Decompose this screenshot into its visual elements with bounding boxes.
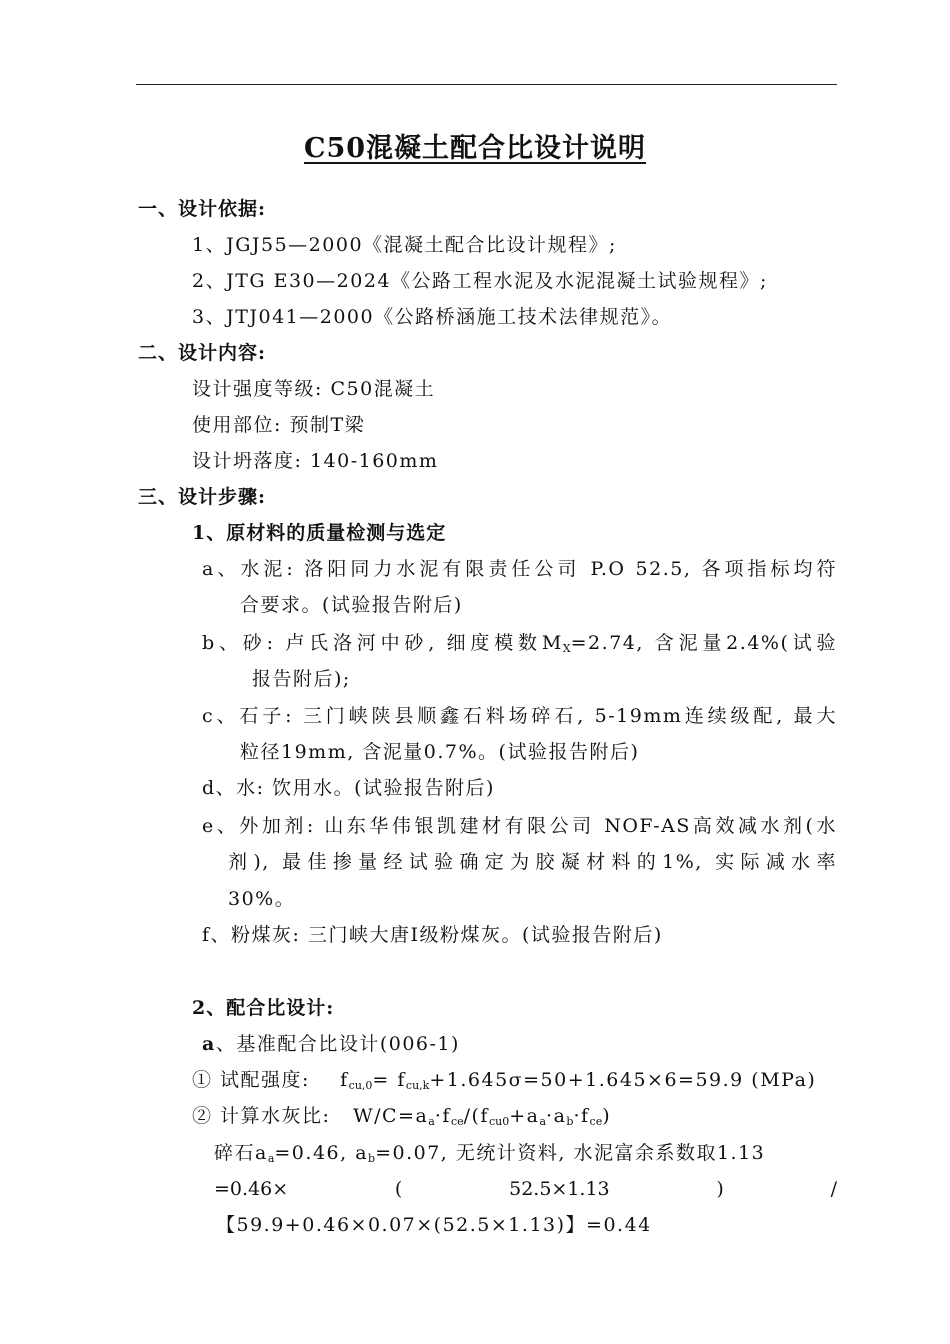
basis-item-2: 2、JTG E30—2024《公路工程水泥及水泥混凝土试验规程》; bbox=[192, 270, 768, 292]
formula-trial-strength: ① 试配强度: $f_{cu,0}= f_{cu,k}+1.645\sigma=50+1.645\times 6=59.9$ (MPa) bbox=[192, 1069, 817, 1092]
material-sand-line2: 报告附后); bbox=[252, 668, 351, 690]
content-item-strength: 设计强度等级: C50混凝土 bbox=[192, 378, 436, 400]
content-item-slump: 设计坍落度: 140-160mm bbox=[192, 450, 439, 472]
material-cement-line2: 合要求。(试验报告附后) bbox=[240, 594, 463, 616]
material-admixture-line3: 30%。 bbox=[228, 888, 296, 910]
subheading-mix-design: 2、配合比设计: bbox=[192, 997, 335, 1019]
formula-water-cement-ratio: ② 计算水灰比: $W/C=a_a\cdot f_{ce}/(f_{cu0}+a_a\cdot a_b\cdot f_{ce})$ bbox=[192, 1105, 612, 1128]
formula-coefficients: 碎石$a_a=0.46$, $a_b=0.07$, 无统计资料, 水泥富余系数取1.13 bbox=[214, 1142, 766, 1165]
basis-item-1: 1、JGJ55—2000《混凝土配合比设计规程》; bbox=[192, 234, 617, 256]
subheading-materials: 1、原材料的质量检测与选定 bbox=[192, 522, 447, 544]
material-water: d、水: 饮用水。(试验报告附后) bbox=[202, 777, 495, 799]
material-admixture-line1: e、外加剂: 山东华伟银凯建材有限公司 NOF-AS高效减水剂(水 bbox=[202, 815, 837, 837]
material-gravel-line1: c、石子: 三门峡陕县顺鑫石料场碎石, 5-19mm连续级配, 最大 bbox=[202, 705, 837, 727]
formula-calc-line2: 【59.9+0.46×0.07×(52.5×1.13)】=0.44 bbox=[216, 1214, 652, 1236]
material-sand-line1: b、砂: 卢氏洛河中砂, 细度模数$M_X=2.74$, 含泥量2.4%(试验 bbox=[202, 632, 837, 655]
header-rule bbox=[136, 84, 837, 85]
content-item-location: 使用部位: 预制T梁 bbox=[192, 414, 366, 436]
basis-item-3: 3、JTJ041—2000《公路桥涵施工技术法律规范》。 bbox=[192, 306, 673, 328]
material-gravel-line2: 粒径19mm, 含泥量0.7%。(试验报告附后) bbox=[240, 741, 640, 763]
material-admixture-line2: 剂), 最佳掺量经试验确定为胶凝材料的1%, 实际减水率 bbox=[228, 851, 837, 873]
material-cement-line1: a、水泥: 洛阳同力水泥有限责任公司 P.O 52.5, 各项指标均符 bbox=[202, 558, 837, 580]
material-flyash: f、粉煤灰: 三门峡大唐Ⅰ级粉煤灰。(试验报告附后) bbox=[202, 924, 663, 946]
section-heading-content: 二、设计内容: bbox=[138, 342, 267, 364]
formula-calc-line1: =0.46× ( 52.5×1.13 ) / bbox=[214, 1178, 837, 1200]
section-heading-steps: 三、设计步骤: bbox=[138, 486, 267, 508]
page-title: C50混凝土配合比设计说明 bbox=[303, 133, 647, 164]
base-mix-heading: a、基准配合比设计(006-1) bbox=[202, 1033, 460, 1055]
section-heading-basis: 一、设计依据: bbox=[138, 198, 267, 220]
